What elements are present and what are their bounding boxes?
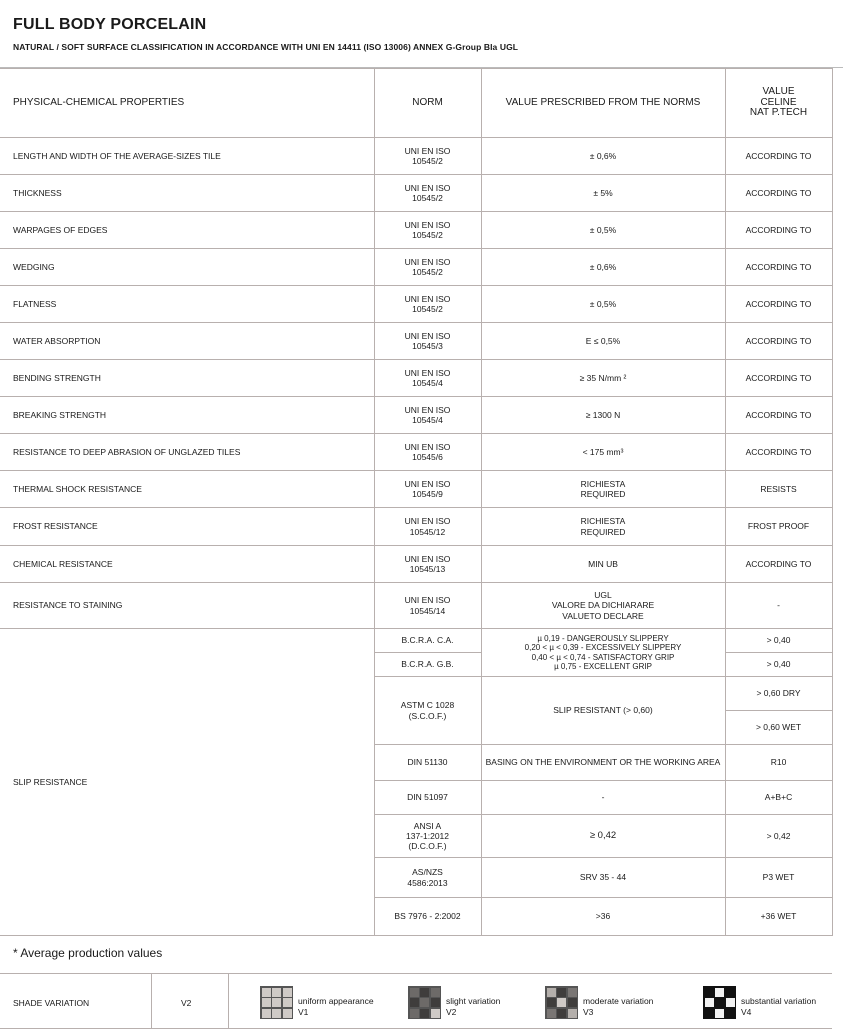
row-property: WARPAGES OF EDGES [0,212,374,249]
norm-line2: 10545/14 [409,605,446,616]
din51097-value: A+B+C [725,781,832,815]
norm-line1: UNI EN ISO [404,367,451,378]
astm-norm [374,677,481,745]
row-value: ACCORDING TO [725,360,832,397]
v3-label [583,996,653,1018]
v3-moderate-swatch-icon [545,986,578,1019]
norm-line2: 10545/13 [409,564,446,574]
row-norm [374,175,481,212]
norm-line2: 10545/2 [412,304,443,314]
row-value: ACCORDING TO [725,175,832,212]
row-value: - [725,583,832,629]
row-value: ACCORDING TO [725,138,832,175]
prescribed-line1: UGL [594,590,612,601]
row-norm [374,323,481,360]
bcra-desc-line: 0,40 < µ < 0,74 - SATISFACTORY GRIP [531,652,675,662]
row-value: ACCORDING TO [725,286,832,323]
norm-line1: UNI EN ISO [404,293,451,304]
row-property: THICKNESS [0,175,374,212]
header-property: PHYSICAL-CHEMICAL PROPERTIES [0,69,374,138]
bs-value: +36 WET [725,898,832,936]
bcra-gb-value: > 0,40 [725,653,832,677]
row-prescribed: ≥ 35 N/mm ² [481,360,725,397]
norm-line1: UNI EN ISO [404,256,451,267]
row-norm [374,286,481,323]
row-norm [374,360,481,397]
row-prescribed: ± 0,6% [481,138,725,175]
asnzs-prescribed: SRV 35 - 44 [481,858,725,898]
shade-variation-label: SHADE VARIATION [13,998,90,1008]
row-value: ACCORDING TO [725,249,832,286]
norm-line1: UNI EN ISO [404,478,451,489]
row-norm [374,397,481,434]
v1-description: uniform appearance [298,996,374,1006]
row-value: RESISTS [725,471,832,508]
bcra-description [481,629,725,677]
divider [0,973,832,974]
row-norm [374,138,481,175]
row-norm [374,508,481,546]
bcra-gb-norm: B.C.R.A. G.B. [374,653,481,677]
divider [228,973,229,1028]
table-row [0,471,832,508]
row-property: WEDGING [0,249,374,286]
row-property: RESISTANCE TO STAINING [0,583,374,629]
row-prescribed: ± 0,5% [481,212,725,249]
divider [151,973,152,1028]
norm-line2: 10545/6 [412,452,443,462]
ansi-prescribed: ≥ 0,42 [481,815,725,858]
norm-line2: 10545/12 [409,526,446,537]
header-prescribed: VALUE PRESCRIBED FROM THE NORMS [481,69,725,138]
asnzs-norm [374,858,481,898]
row-property: THERMAL SHOCK RESISTANCE [0,471,374,508]
table-row [0,583,832,629]
din51130-prescribed: BASING ON THE ENVIRONMENT OR THE WORKING AREA [481,745,725,781]
row-prescribed: ≥ 1300 N [481,397,725,434]
norm-line2: 10545/2 [412,156,443,166]
norm-line1: UNI EN ISO [404,182,451,193]
v3-code: V3 [583,1007,594,1018]
din51130-norm: DIN 51130 [374,745,481,781]
header-value [725,69,832,138]
row-value: ACCORDING TO [725,397,832,434]
norm-line1: UNI EN ISO [404,595,451,606]
ansi-value: > 0,42 [725,815,832,858]
table-header-row [0,69,832,138]
row-property: CHEMICAL RESISTANCE [0,546,374,583]
row-value: ACCORDING TO [725,546,832,583]
row-value: FROST PROOF [725,508,832,546]
header-value-line3: NAT P.TECH [749,107,808,119]
page-title: FULL BODY PORCELAIN [13,16,207,33]
row-property: FLATNESS [0,286,374,323]
table-row [0,434,832,471]
v2-label [446,996,500,1018]
row-norm [374,212,481,249]
table-row [0,323,832,360]
row-prescribed: ± 5% [481,175,725,212]
row-norm [374,471,481,508]
row-prescribed: E ≤ 0,5% [481,323,725,360]
row-value: ACCORDING TO [725,212,832,249]
table-row [0,175,832,212]
bcra-desc-line: µ 0,19 - DANGEROUSLY SLIPPERY [537,634,669,644]
bcra-ca-norm: B.C.R.A. C.A. [374,629,481,653]
norm-line2: 10545/2 [412,267,443,277]
norm-line2: (S.C.O.F.) [408,710,447,721]
row-norm [374,583,481,629]
bs-prescribed: >36 [481,898,725,936]
bcra-ca-value: > 0,40 [725,629,832,653]
prescribed-line2: REQUIRED [580,526,626,537]
average-values-note: * Average production values [13,946,163,960]
prescribed-line3: VALUETO DECLARE [562,610,644,621]
v4-description: substantial variation [741,996,817,1006]
row-prescribed: ± 0,5% [481,286,725,323]
table-row [0,286,832,323]
table-row [0,138,832,175]
din51097-prescribed: - [481,781,725,815]
bcra-desc-line: µ 0,75 - EXCELLENT GRIP [554,661,652,671]
prescribed-line2: REQUIRED [580,489,626,499]
norm-line2: 137-1:2012 [405,830,449,841]
row-prescribed: MIN UB [481,546,725,583]
table-row [0,397,832,434]
row-norm [374,546,481,583]
din51097-norm: DIN 51097 [374,781,481,815]
table-row [0,360,832,397]
row-prescribed [481,508,725,546]
v2-code: V2 [446,1007,457,1018]
row-property: RESISTANCE TO DEEP ABRASION OF UNGLAZED TILES [0,434,374,471]
row-norm [374,249,481,286]
bcra-desc-line: 0,20 < µ < 0,39 - EXCESSIVELY SLIPPERY [524,643,682,653]
norm-line2: 10545/2 [412,193,443,203]
v4-label [741,996,816,1018]
prescribed-line1: RICHIESTA [580,516,626,527]
row-prescribed: ± 0,6% [481,249,725,286]
prescribed-line2: VALORE DA DICHIARARE [551,600,655,611]
header-value-line1: VALUE [762,86,795,98]
v1-uniform-swatch-icon [260,986,293,1019]
norm-line2: 4586:2013 [407,877,448,888]
properties-table [0,68,833,936]
v3-description: moderate variation [583,996,654,1006]
norm-line2: 10545/2 [412,230,443,240]
shade-variation-value: V2 [181,998,192,1008]
v4-substantial-swatch-icon [703,986,736,1019]
norm-line2: 10545/4 [412,378,443,388]
norm-line2: 10545/9 [412,489,443,499]
row-property: FROST RESISTANCE [0,508,374,546]
norm-line2: 10545/4 [412,415,443,425]
norm-line1: ANSI A [413,820,442,831]
row-property: BREAKING STRENGTH [0,397,374,434]
row-norm [374,434,481,471]
row-property: WATER ABSORPTION [0,323,374,360]
slip-property: SLIP RESISTANCE [0,629,374,936]
astm-wet-value: > 0,60 WET [725,711,832,745]
row-prescribed [481,471,725,508]
astm-prescribed: SLIP RESISTANT (> 0,60) [481,677,725,745]
asnzs-value: P3 WET [725,858,832,898]
norm-line1: UNI EN ISO [404,330,451,341]
v1-code: V1 [298,1007,309,1018]
v2-slight-swatch-icon [408,986,441,1019]
table-row [0,629,832,653]
norm-line1: UNI EN ISO [404,404,451,415]
row-property: LENGTH AND WIDTH OF THE AVERAGE-SIZES TILE [0,138,374,175]
divider [0,1028,832,1029]
classification-subtitle: NATURAL / SOFT SURFACE CLASSIFICATION IN ACCORDANCE WITH UNI EN 14411 (ISO 13006) ANNEX G-Group BIa UGL [13,42,519,52]
norm-line1: UNI EN ISO [404,516,451,527]
row-prescribed: < 175 mm³ [481,434,725,471]
norm-line1: ASTM C 1028 [400,700,455,711]
ansi-norm [374,815,481,858]
table-row [0,546,832,583]
header-norm: NORM [374,69,481,138]
row-prescribed [481,583,725,629]
norm-line3: (D.C.O.F.) [408,841,447,852]
header-value-line2: CELINE [760,96,797,108]
table-row [0,508,832,546]
row-value: ACCORDING TO [725,323,832,360]
norm-line1: UNI EN ISO [404,553,451,564]
norm-line1: AS/NZS [412,867,443,878]
row-value: ACCORDING TO [725,434,832,471]
din51130-value: R10 [725,745,832,781]
astm-dry-value: > 0,60 DRY [725,677,832,711]
v1-label [298,996,374,1018]
bs-norm: BS 7976 - 2:2002 [374,898,481,936]
v2-description: slight variation [446,996,501,1006]
norm-line1: UNI EN ISO [404,441,451,452]
prescribed-line1: RICHIESTA [580,478,626,489]
table-row [0,212,832,249]
v4-code: V4 [741,1007,752,1018]
table-row [0,249,832,286]
row-property: BENDING STRENGTH [0,360,374,397]
norm-line1: UNI EN ISO [404,219,451,230]
norm-line1: UNI EN ISO [404,145,451,156]
norm-line2: 10545/3 [412,341,443,351]
